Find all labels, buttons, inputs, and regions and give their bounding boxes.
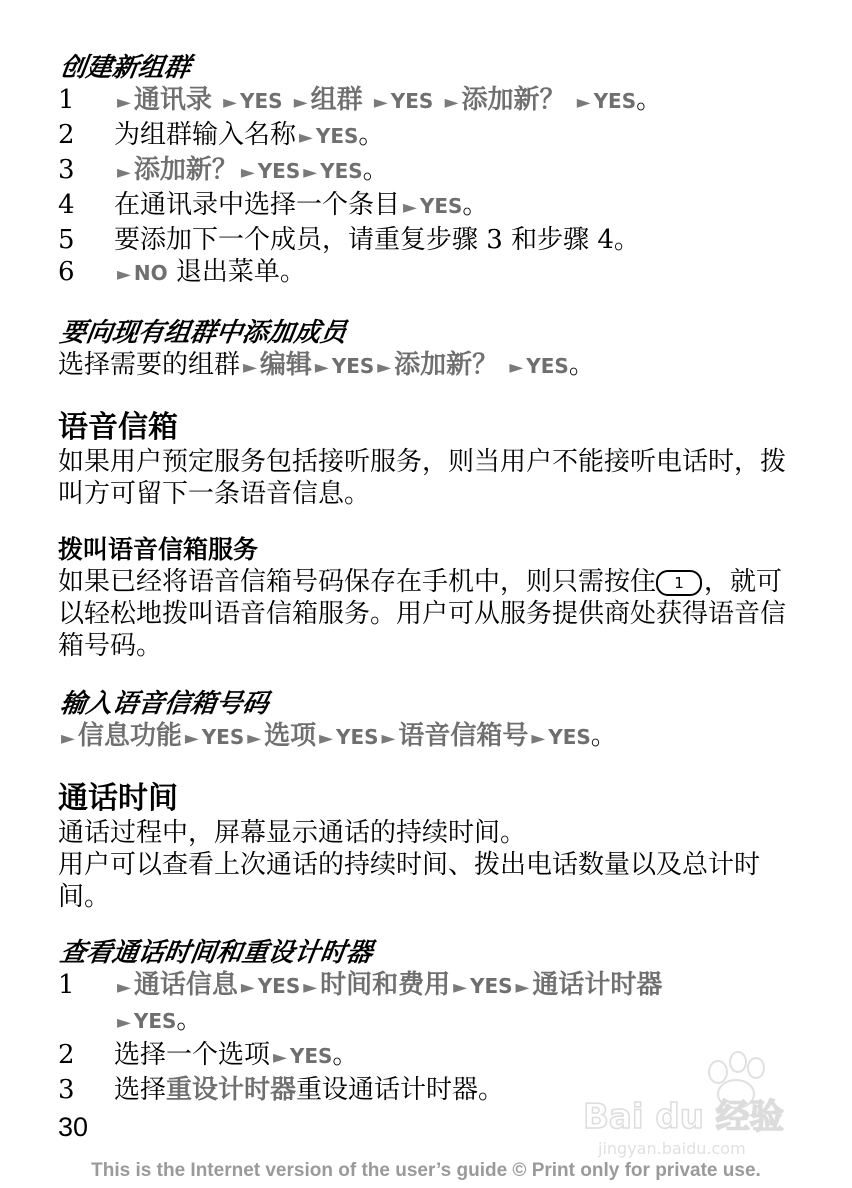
footer-notice: This is the Internet version of the user’s guide © Print only for private use.	[91, 1160, 761, 1181]
arrow-icon: ►	[117, 92, 131, 113]
arrow-icon: ►	[373, 92, 388, 113]
arrow-icon: ►	[303, 977, 318, 998]
arrow-icon: ►	[117, 977, 131, 998]
manual-page	[58, 52, 798, 1106]
arrow-icon: ►	[576, 92, 591, 113]
create-group-step-5: 5 要添加下一个成员，请重复步骤 3 和步骤 4。	[58, 225, 640, 255]
arrow-icon: ►	[117, 162, 131, 183]
call-time-text-1: 通话过程中，屏幕显示通话的持续时间。	[58, 818, 527, 848]
heading-add-member: 要向现有组群中添加成员	[58, 318, 349, 348]
arrow-icon: ►	[299, 127, 313, 148]
enter-voicemail-path: ► 信息功能 ► YES ► 选项 ► YES ► 语音信箱号 ► YES。	[58, 720, 798, 755]
watermark-brand: Bai du 经验	[583, 1097, 784, 1137]
create-group-step-3: 3 ► 添加新？ ► YES ► YES。	[58, 155, 389, 185]
heading-voicemail: 语音信箱	[58, 410, 178, 445]
arrow-icon: ►	[314, 357, 329, 378]
create-group-step-4: 4 在通讯录中选择一个条目 ► YES。	[58, 190, 489, 220]
arrow-icon: ►	[403, 197, 417, 218]
add-member-instruction: 选择需要的组群 ► 编辑 ► YES ► 添加新？ ► YES。	[58, 350, 595, 380]
arrow-icon: ►	[515, 977, 530, 998]
arrow-icon: ►	[444, 92, 459, 113]
arrow-icon: ►	[293, 92, 308, 113]
heading-enter-voicemail: 输入语音信箱号码	[58, 689, 271, 719]
arrow-icon: ►	[377, 357, 392, 378]
arrow-icon: ►	[117, 264, 131, 285]
create-group-step-6: 6 ► NO 退出菜单。	[58, 257, 306, 287]
page-number: 30	[58, 1112, 89, 1142]
arrow-icon: ►	[319, 728, 333, 749]
arrow-icon: ►	[117, 1012, 131, 1033]
arrow-icon: ►	[273, 1047, 287, 1068]
watermark-url: jingyan.baidu.com	[598, 1139, 746, 1158]
call-time-text-2: 用户可以查看上次通话的持续时间、拨出电话数量以及总计时间。	[58, 850, 761, 912]
view-timers-step-1: 1 ► 通话信息 ► YES ► 时间和费用 ► YES ► 通话计时器 ► YES。	[58, 970, 663, 1035]
arrow-icon: ►	[381, 728, 396, 749]
arrow-icon: ►	[240, 977, 255, 998]
view-timers-step-2: 2 选择一个选项 ► YES。	[58, 1040, 359, 1070]
arrow-icon: ►	[223, 92, 237, 113]
arrow-icon: ►	[531, 728, 546, 749]
arrow-icon: ►	[240, 162, 255, 183]
arrow-icon: ►	[184, 728, 199, 749]
heading-call-time: 通话时间	[58, 781, 178, 816]
view-timers-step-3: 3 选择重设计时器重设通话计时器。	[58, 1075, 505, 1105]
arrow-icon: ►	[247, 728, 262, 749]
create-group-step-1: 1 ► 通讯录 ► YES ► 组群 ► YES ► 添加新？ ► YES。	[58, 85, 663, 115]
heading-call-voicemail: 拨叫语音信箱服务	[58, 535, 259, 564]
heading-view-timers: 查看通话时间和重设计时器	[58, 938, 375, 968]
arrow-icon: ►	[509, 357, 524, 378]
arrow-icon: ►	[303, 162, 318, 183]
call-voicemail-description: 如果已经将语音信箱号码保存在手机中，则只需按住 1 ，就可以轻松地拨叫语音信箱服务。用户可从服务提供商处获得语音信箱号码。	[58, 567, 787, 661]
voicemail-description: 如果用户预定服务包括接听服务，则当用户不能接听电话时，拨叫方可留下一条语音信息。	[58, 447, 787, 509]
heading-create-group: 创建新组群	[58, 53, 193, 83]
baidu-jingyan-watermark	[578, 1050, 818, 1160]
arrow-icon: ►	[243, 357, 257, 378]
create-group-step-2: 2 为组群输入名称 ► YES。	[58, 120, 385, 150]
arrow-icon: ►	[61, 728, 75, 749]
key-1-icon: 1	[656, 570, 702, 596]
arrow-icon: ►	[453, 977, 467, 998]
